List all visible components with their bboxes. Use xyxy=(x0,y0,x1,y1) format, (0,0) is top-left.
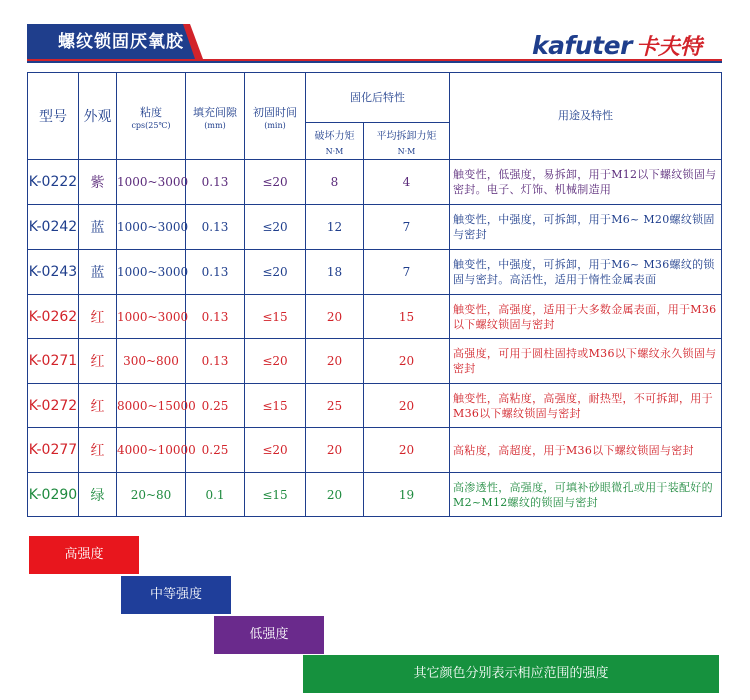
cell-uses-text: 高强度，可用于圆柱固持或M36以下螺纹永久锁固与密封 xyxy=(453,347,717,375)
cell-prevail: 4 xyxy=(364,160,450,205)
header-gap xyxy=(186,73,245,160)
cell-cure: ≤15 xyxy=(245,384,306,428)
header-break-torque xyxy=(306,123,364,160)
cell-appearance: 红 xyxy=(79,295,117,339)
cell-cure: ≤20 xyxy=(245,428,306,473)
cell-uses xyxy=(450,295,722,339)
cell-prevail: 19 xyxy=(364,473,450,517)
cell-break: 20 xyxy=(306,428,364,473)
cell-cure: ≤20 xyxy=(245,160,306,205)
cell-viscosity: 1000~3000 xyxy=(117,205,186,250)
cell-break: 8 xyxy=(306,160,364,205)
table-row xyxy=(28,339,722,384)
table-row xyxy=(28,205,722,250)
cell-model: K-0243 xyxy=(28,250,79,295)
header-prevail-label: 平均拆卸力矩 xyxy=(376,131,437,142)
cell-viscosity: 1000~3000 xyxy=(117,295,186,339)
cell-prevail: 20 xyxy=(364,428,450,473)
cell-gap: 0.13 xyxy=(186,295,245,339)
header-appearance: 外观 xyxy=(79,73,117,160)
cell-model: K-0262 xyxy=(28,295,79,339)
cell-appearance: 红 xyxy=(79,339,117,384)
cell-appearance: 紫 xyxy=(79,160,117,205)
cell-break: 20 xyxy=(306,339,364,384)
cell-uses xyxy=(450,473,722,517)
table-row xyxy=(28,384,722,428)
cell-break: 12 xyxy=(306,205,364,250)
cell-prevail: 20 xyxy=(364,384,450,428)
cell-prevail: 15 xyxy=(364,295,450,339)
cell-uses xyxy=(450,339,722,384)
cell-gap: 0.13 xyxy=(186,339,245,384)
cell-model: K-0272 xyxy=(28,384,79,428)
cell-model: K-0222 xyxy=(28,160,79,205)
cell-uses xyxy=(450,384,722,428)
cell-uses-text: 高渗透性，高强度，可填补砂眼微孔或用于装配好的M2~M12螺纹的锁固与密封 xyxy=(453,480,713,509)
header-cure-label: 初固时间 xyxy=(253,105,297,119)
cell-uses xyxy=(450,250,722,295)
cell-uses xyxy=(450,428,722,473)
legend-other-colors: 其它颜色分别表示相应范围的强度 xyxy=(303,655,719,693)
legend-low-strength: 低强度 xyxy=(214,616,324,654)
cell-break: 20 xyxy=(306,295,364,339)
legend-high-strength: 高强度 xyxy=(29,536,139,574)
product-spec-table xyxy=(27,72,722,517)
table-row xyxy=(28,428,722,473)
header-break-label: 破坏力矩 xyxy=(314,131,355,142)
cell-gap: 0.13 xyxy=(186,205,245,250)
table-row xyxy=(28,295,722,339)
cell-cure: ≤20 xyxy=(245,205,306,250)
cell-gap: 0.25 xyxy=(186,384,245,428)
logo-wordmark: kafuter xyxy=(532,31,632,60)
cell-appearance: 绿 xyxy=(79,473,117,517)
brand-logo xyxy=(532,32,702,63)
cell-uses xyxy=(450,205,722,250)
cell-viscosity: 8000~15000 xyxy=(117,384,186,428)
cell-cure: ≤15 xyxy=(245,295,306,339)
header-viscosity xyxy=(117,73,186,160)
cell-uses-text: 触变性，中强度，可拆卸，用于M6~ M20螺纹锁固与密封 xyxy=(453,213,715,241)
header-cure xyxy=(245,73,306,160)
header-break-unit: N·M xyxy=(325,147,344,156)
cell-prevail: 7 xyxy=(364,205,450,250)
header-viscosity-unit: cps(25℃) xyxy=(131,120,171,130)
cell-uses-text: 触变性，高强度，适用于大多数金属表面，用于M36以下螺纹锁固与密封 xyxy=(453,302,717,331)
cell-model: K-0277 xyxy=(28,428,79,473)
cell-appearance: 蓝 xyxy=(79,250,117,295)
cell-appearance: 红 xyxy=(79,384,117,428)
header-prevail-unit: N·M xyxy=(397,147,416,156)
header-uses: 用途及特性 xyxy=(450,73,722,160)
cell-gap: 0.13 xyxy=(186,160,245,205)
cell-uses xyxy=(450,160,722,205)
cell-viscosity: 20~80 xyxy=(117,473,186,517)
cell-cure: ≤15 xyxy=(245,473,306,517)
header-cured-properties: 固化后特性 xyxy=(306,73,450,123)
header-cure-unit: (min) xyxy=(264,120,286,130)
cell-cure: ≤20 xyxy=(245,250,306,295)
cell-uses-text: 高粘度，高超度，用于M36以下螺纹锁固与密封 xyxy=(453,443,694,457)
cell-gap: 0.25 xyxy=(186,428,245,473)
page-title: 螺纹锁固厌氧胶 xyxy=(58,32,184,52)
cell-gap: 0.13 xyxy=(186,250,245,295)
header-model: 型号 xyxy=(28,73,79,160)
cell-break: 20 xyxy=(306,473,364,517)
cell-viscosity: 1000~3000 xyxy=(117,250,186,295)
cell-break: 25 xyxy=(306,384,364,428)
cell-prevail: 7 xyxy=(364,250,450,295)
cell-gap: 0.1 xyxy=(186,473,245,517)
cell-uses-text: 触变性，低强度，易拆卸，用于M12以下螺纹锁固与密封。电子、灯饰、机械制造用 xyxy=(453,168,717,196)
table-row xyxy=(28,160,722,205)
cell-uses-text: 触变性，中强度，可拆卸，用于M6~ M36螺纹的锁固与密封。高活性，适用于惰性金属表面 xyxy=(453,258,715,286)
legend-medium-strength: 中等强度 xyxy=(121,576,231,614)
header-gap-label: 填充间隙 xyxy=(193,105,237,119)
table-row xyxy=(28,473,722,517)
table-body xyxy=(28,160,722,517)
cell-model: K-0271 xyxy=(28,339,79,384)
cell-appearance: 红 xyxy=(79,428,117,473)
cell-uses-text: 触变性，高粘度，高强度，耐热型，不可拆卸，用于M36以下螺纹锁固与密封 xyxy=(453,391,713,420)
header-viscosity-label: 粘度 xyxy=(140,105,162,119)
logo-chinese: 卡夫特 xyxy=(635,35,702,60)
cell-appearance: 蓝 xyxy=(79,205,117,250)
header-prevail-torque xyxy=(364,123,450,160)
cell-break: 18 xyxy=(306,250,364,295)
cell-cure: ≤20 xyxy=(245,339,306,384)
cell-model: K-0290 xyxy=(28,473,79,517)
cell-model: K-0242 xyxy=(28,205,79,250)
cell-viscosity: 4000~10000 xyxy=(117,428,186,473)
cell-prevail: 20 xyxy=(364,339,450,384)
cell-viscosity: 300~800 xyxy=(117,339,186,384)
header-gap-unit: (mm) xyxy=(204,120,226,130)
table-row xyxy=(28,250,722,295)
cell-viscosity: 1000~3000 xyxy=(117,160,186,205)
